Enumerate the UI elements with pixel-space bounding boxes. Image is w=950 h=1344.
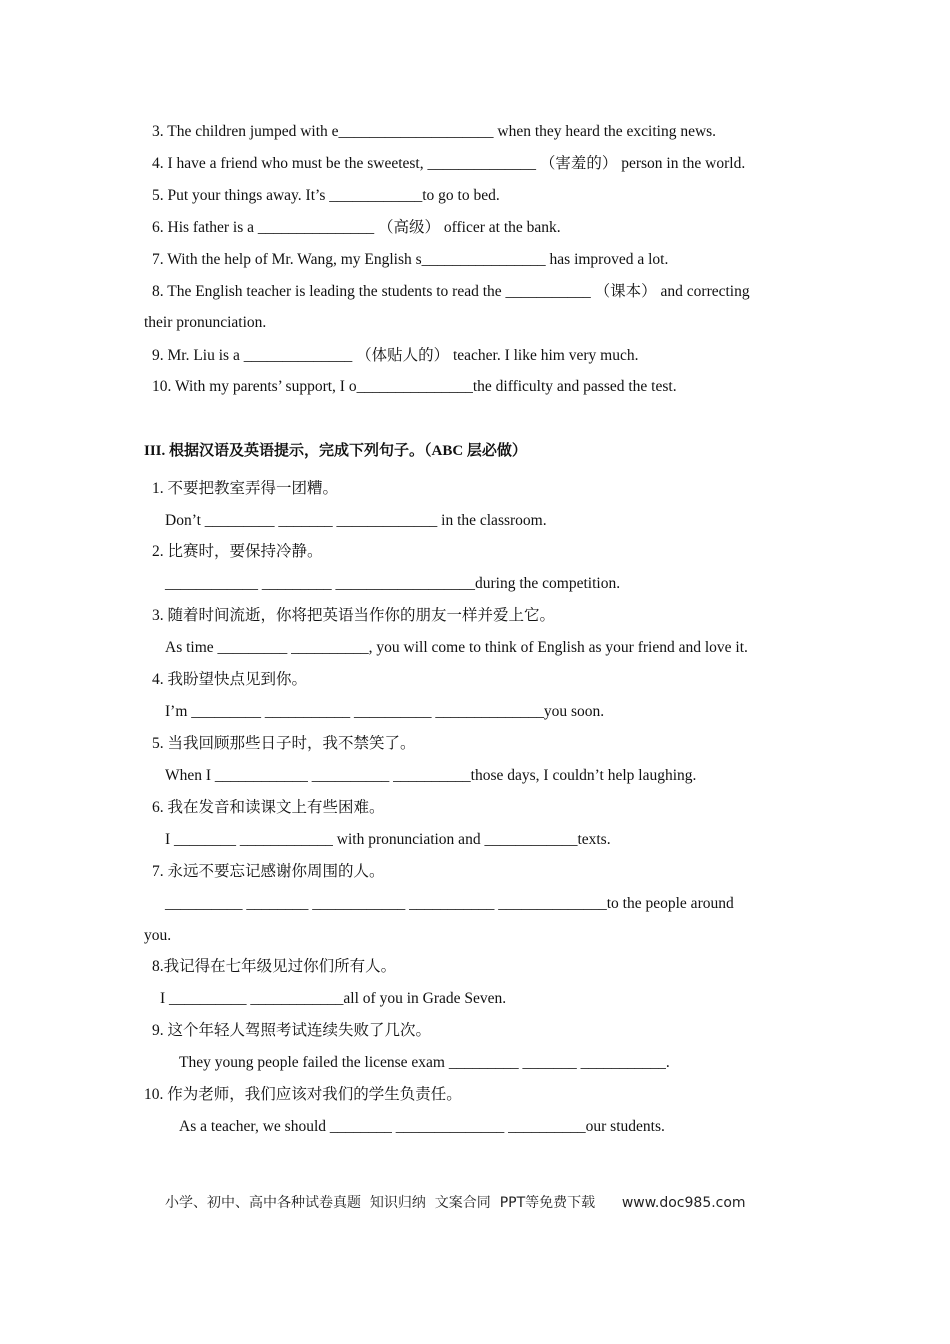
prompt-chinese: 4. 我盼望快点见到你。 xyxy=(152,671,308,688)
answer-line: When I ____________ __________ __________those days, I couldn’t help laughing. xyxy=(165,767,697,784)
prompt-chinese: 2. 比赛时，要保持冷静。 xyxy=(152,543,323,560)
answer-line: They young people failed the license exam _________ _______ ___________. xyxy=(179,1054,670,1071)
exercise-item: 5. Put your things away. It’s ____________to go to bed. xyxy=(152,187,500,204)
exercise-item: 3. The children jumped with e____________________ when they heard the exciting news. xyxy=(152,123,717,140)
exercise-item: 9. Mr. Liu is a ______________ （体贴人的） teacher. I like him very much. xyxy=(152,347,639,364)
exercise-item: 10. With my parents’ support, I o_______________the difficulty and passed the test. xyxy=(152,378,677,395)
answer-line: I’m _________ ___________ __________ ______________you soon. xyxy=(165,703,605,720)
prompt-chinese: 3. 随着时间流逝，你将把英语当作你的朋友一样并爱上它。 xyxy=(152,607,556,624)
exercise-item: 8. The English teacher is leading the students to read the ___________ （课本） and correcting xyxy=(152,283,750,300)
answer-line: I ________ ____________ with pronunciation and ____________texts. xyxy=(165,831,611,848)
exercise-item: 6. His father is a _______________ （高级） officer at the bank. xyxy=(152,219,561,236)
prompt-chinese: 5. 当我回顾那些日子时，我不禁笑了。 xyxy=(152,735,416,752)
answer-line: ____________ _________ __________________during the competition. xyxy=(165,575,621,592)
prompt-chinese: 9. 这个年轻人驾照考试连续失败了几次。 xyxy=(152,1022,432,1039)
answer-line: As time _________ __________, you will come to think of English as your friend and love it. xyxy=(165,639,748,656)
page-footer: 小学、初中、高中各种试卷真题 知识归纳 文案合同 PPT等免费下载 www.doc985.com xyxy=(165,1195,746,1211)
prompt-chinese: 6. 我在发音和读课文上有些困难。 xyxy=(152,799,385,816)
exercise-item: 4. I have a friend who must be the sweetest, ______________ （害羞的） person in the world. xyxy=(152,155,746,172)
answer-line: __________ ________ ____________ ___________ ______________to the people around xyxy=(165,895,734,912)
prompt-chinese: 8.我记得在七年级见过你们所有人。 xyxy=(152,958,397,975)
section-heading: III. 根据汉语及英语提示，完成下列句子。（ABC 层必做） xyxy=(144,443,527,459)
prompt-chinese: 1. 不要把教室弄得一团糟。 xyxy=(152,480,339,497)
exercise-item: 7. With the help of Mr. Wang, my English s________________ has improved a lot. xyxy=(152,251,669,268)
prompt-chinese: 10. 作为老师，我们应该对我们的学生负责任。 xyxy=(144,1086,462,1103)
exercise-item-continuation: their pronunciation. xyxy=(144,314,267,331)
prompt-chinese: 7. 永远不要忘记感谢你周围的人。 xyxy=(152,863,385,880)
answer-line: I __________ ____________all of you in Grade Seven. xyxy=(160,990,507,1007)
answer-line-continuation: you. xyxy=(144,927,172,944)
answer-line: Don’t _________ _______ _____________ in the classroom. xyxy=(165,512,547,529)
answer-line: As a teacher, we should ________ ______________ __________our students. xyxy=(179,1118,665,1135)
